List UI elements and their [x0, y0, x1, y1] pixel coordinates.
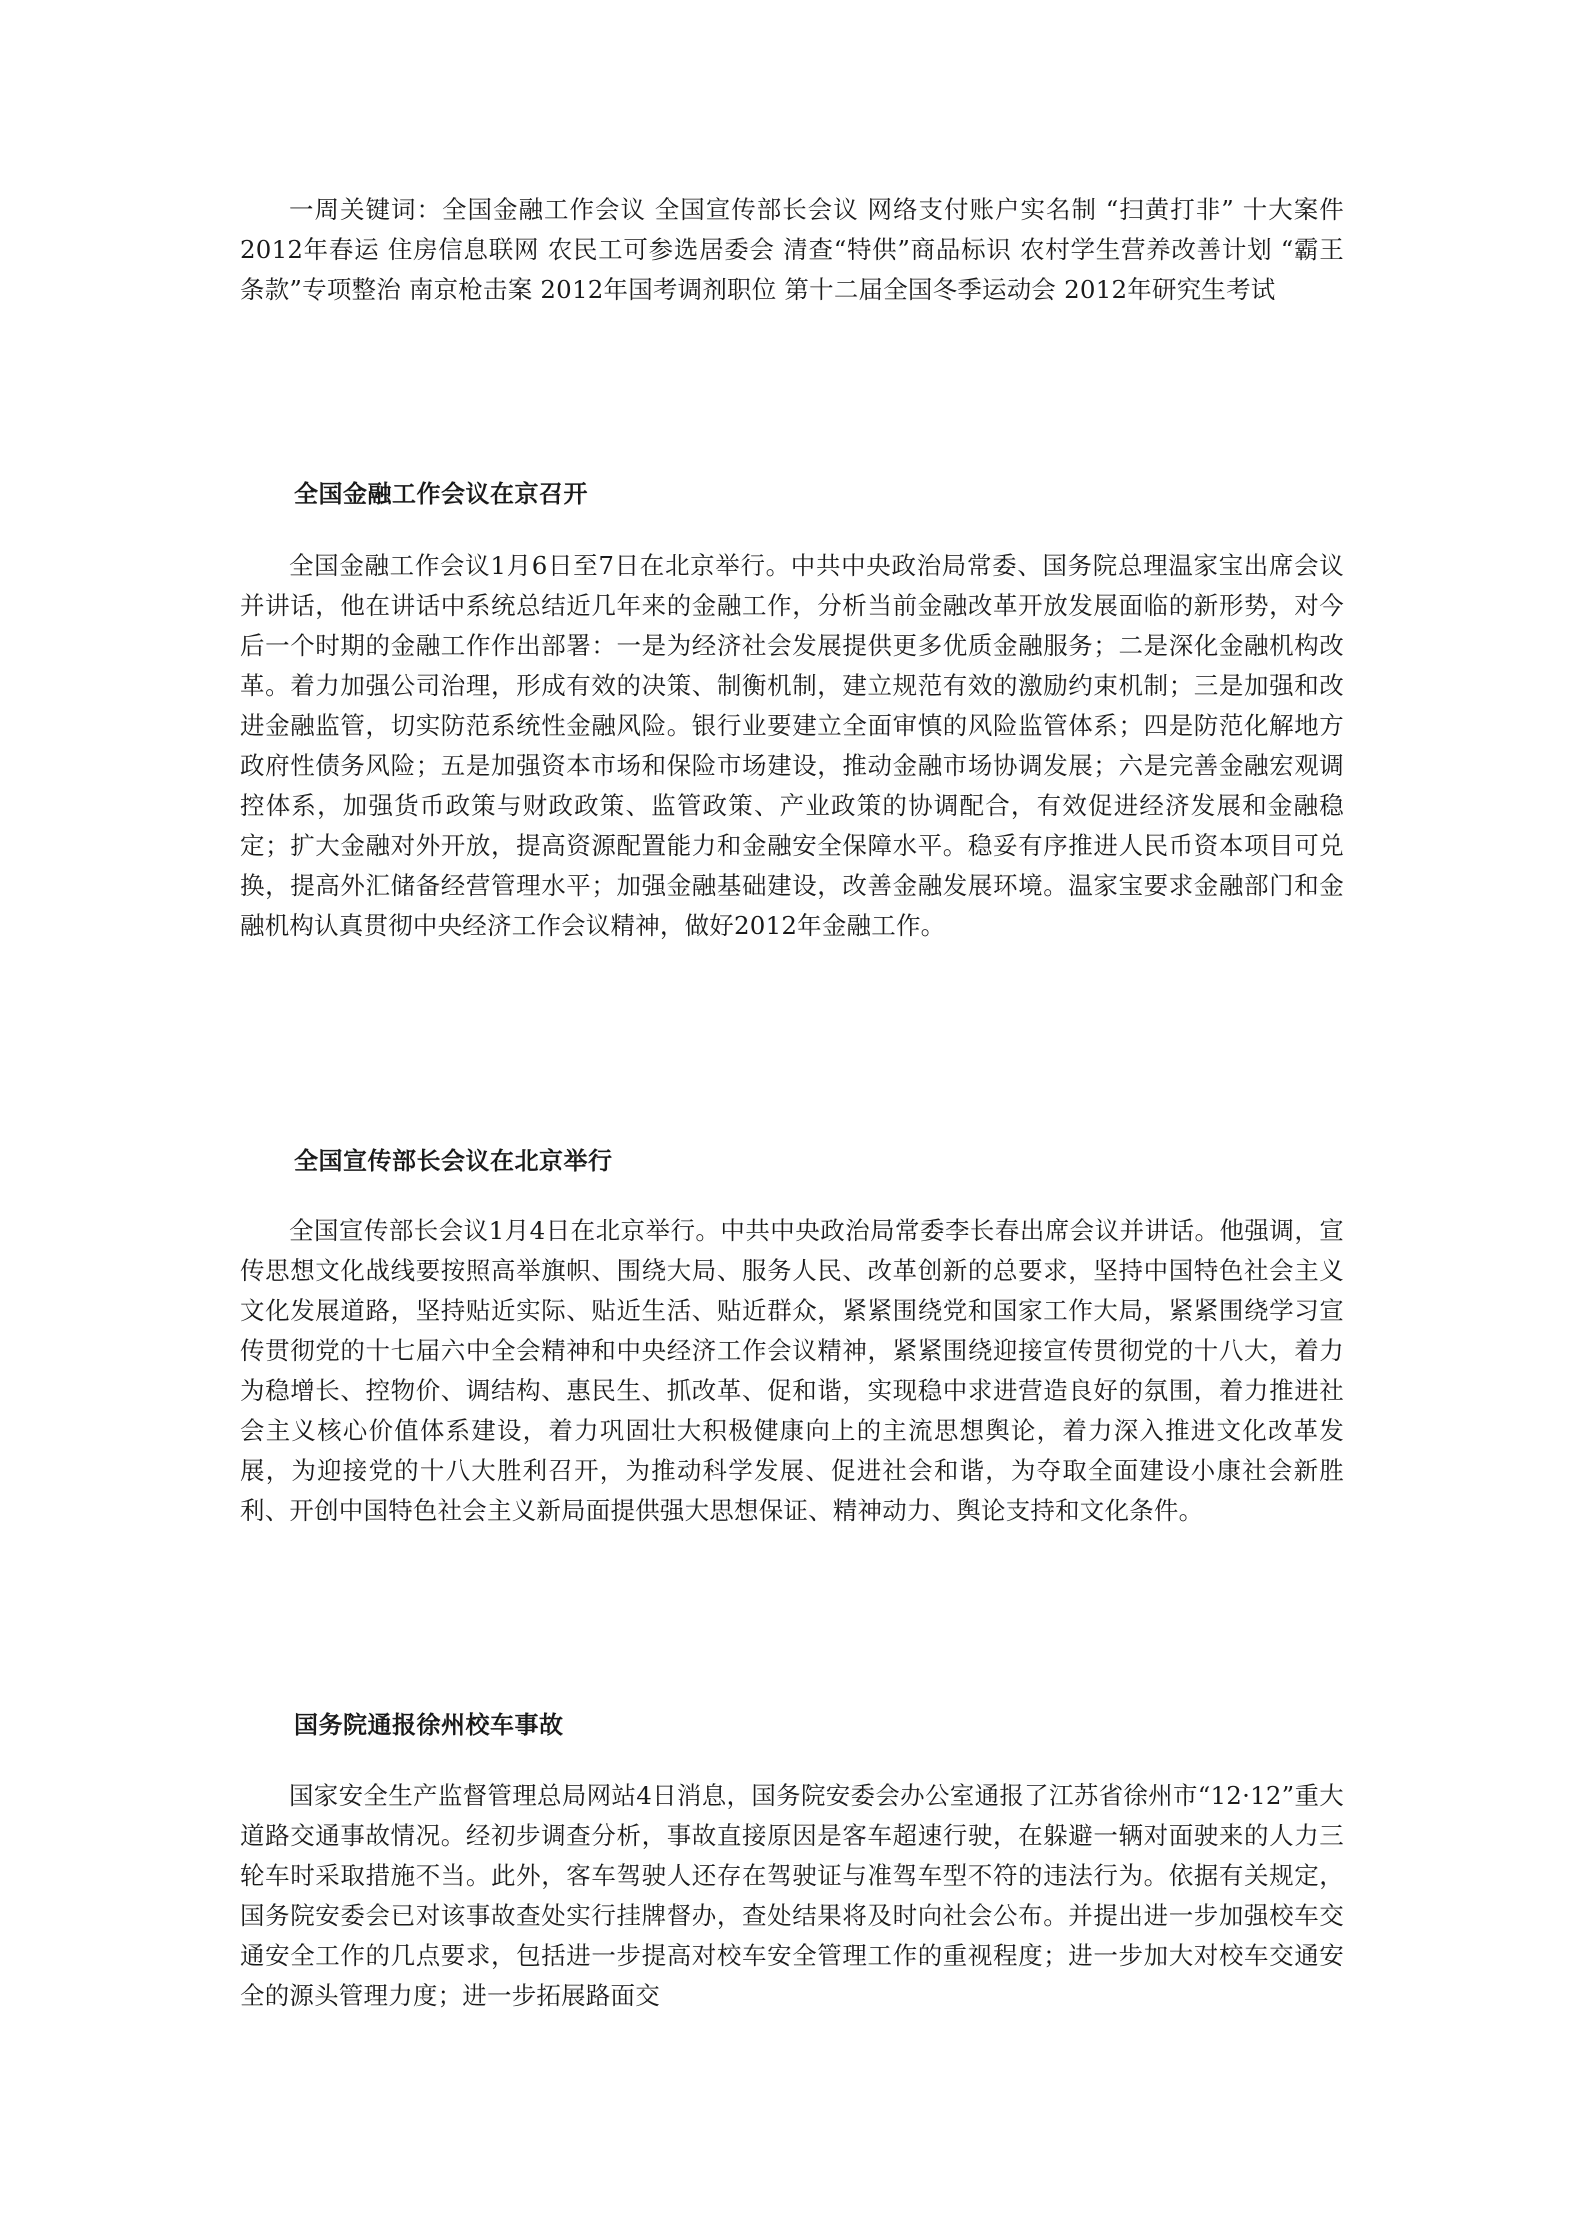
section-3-body: 国家安全生产监督管理总局网站4日消息，国务院安委会办公室通报了江苏省徐州市“12·12”重大道路交通事故情况。经初步调查分析，事故直接原因是客车超速行驶，在躲避一辆对面驶来的人力三轮车时采取措施不当。此外，客车驾驶人还存在驾驶证与准驾车型不符的违法行为。依据有关规定，国务院安委会已对该事故查处实行挂牌督办，查处结果将及时向社会公布。并提出进一步加强校车交通安全工作的几点要求，包括进一步提高对校车安全管理工作的重视程度；进一步加大对校车交通安全的源头管理力度；进一步拓展路面交: [240, 1781, 1344, 2010]
section-1-header: [240, 477, 1344, 511]
section-2-body: 全国宣传部长会议1月4日在北京举行。中共中央政治局常委李长春出席会议并讲话。他强调，宣传思想文化战线要按照高举旗帜、围绕大局、服务人民、改革创新的总要求，坚持中国特色社会主义文化发展道路，坚持贴近实际、贴近生活、贴近群众，紧紧围绕党和国家工作大局，紧紧围绕学习宣传贯彻党的十七届六中全会精神和中央经济工作会议精神，紧紧围绕迎接宣传贯彻党的十八大，着力为稳增长、控物价、调结构、惠民生、抓改革、促和谐，实现稳中求进营造良好的氛围，着力推进社会主义核心价值体系建设，着力巩固壮大积极健康向上的主流思想舆论，着力深入推进文化改革发展，为迎接党的十八大胜利召开，为推动科学发展、促进社会和谐，为夺取全面建设小康社会新胜利、开创中国特色社会主义新局面提供强大思想保证、精神动力、舆论支持和文化条件。: [240, 1216, 1344, 1525]
keywords-paragraph: 一周关键词：全国金融工作会议 全国宣传部长会议 网络支付账户实名制 “扫黄打非” 十大案件 2012年春运 住房信息联网 农民工可参选居委会 清查“特供”商品标识 农村学生营养改善计划 “霸王条款”专项整治 南京枪击案 2012年国考调剂职位 第十二届全国冬季运动会 2012年研究生考试: [240, 195, 1344, 304]
section-3-content: [240, 1776, 1344, 2016]
section-1-content: [240, 546, 1344, 946]
section-3-heading: 国务院通报徐州校车事故: [294, 1711, 564, 1739]
section-2-heading: 全国宣传部长会议在北京举行: [294, 1147, 613, 1175]
section-2-content: [240, 1211, 1344, 1531]
keywords-block: [240, 190, 1344, 310]
section-2-header: [240, 1144, 1344, 1178]
section-3-header: [240, 1708, 1344, 1742]
section-1-body: 全国金融工作会议1月6日至7日在北京举行。中共中央政治局常委、国务院总理温家宝出席会议并讲话，他在讲话中系统总结近几年来的金融工作，分析当前金融改革开放发展面临的新形势，对今后一个时期的金融工作作出部署：一是为经济社会发展提供更多优质金融服务；二是深化金融机构改革。着力加强公司治理，形成有效的决策、制衡机制，建立规范有效的激励约束机制；三是加强和改进金融监管，切实防范系统性金融风险。银行业要建立全面审慎的风险监管体系；四是防范化解地方政府性债务风险；五是加强资本市场和保险市场建设，推动金融市场协调发展；六是完善金融宏观调控体系，加强货币政策与财政政策、监管政策、产业政策的协调配合，有效促进经济发展和金融稳定；扩大金融对外开放，提高资源配置能力和金融安全保障水平。稳妥有序推进人民币资本项目可兑换，提高外汇储备经营管理水平；加强金融基础建设，改善金融发展环境。温家宝要求金融部门和金融机构认真贯彻中央经济工作会议精神，做好2012年金融工作。: [240, 551, 1344, 940]
section-1-heading: 全国金融工作会议在京召开: [294, 480, 588, 508]
